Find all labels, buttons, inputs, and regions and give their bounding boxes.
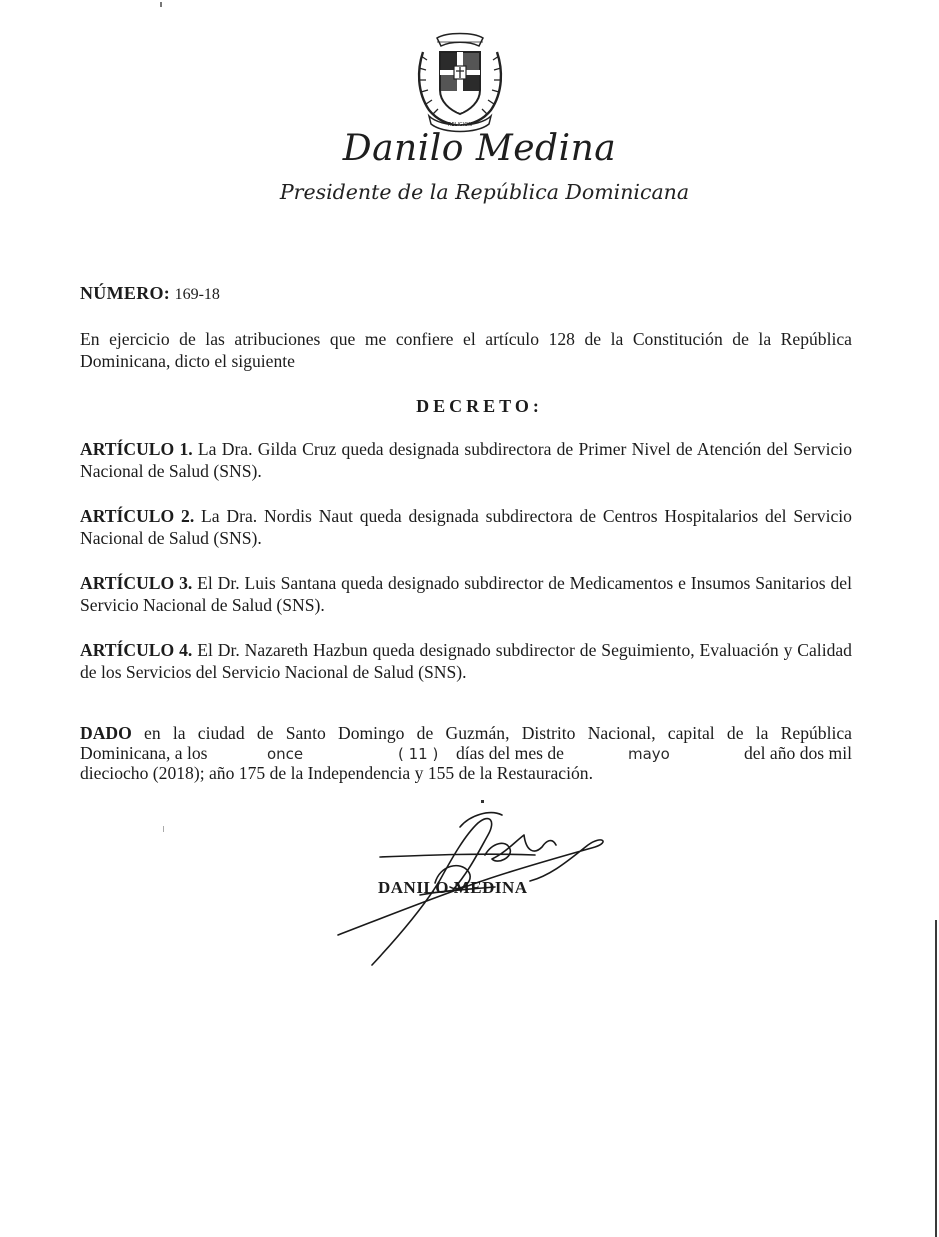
dado-line-2 <box>80 743 852 763</box>
scan-speck <box>160 2 162 7</box>
dado-line-2-start: Dominicana, a los <box>80 743 208 763</box>
decree-intro: En ejercicio de las atribuciones que me confiere el artículo 128 de la Constitución de la República Dominicana, dicto el siguiente <box>80 329 852 371</box>
article-text: El Dr. Luis Santana queda designado subdirector de Medicamentos e Insumos Sanitarios del Servicio Nacional de Salud (SNS). <box>80 573 852 615</box>
day-word-fill: once <box>267 745 304 763</box>
article-1 <box>80 438 852 482</box>
dado-label: DADO <box>80 723 132 743</box>
signatory-name: DANILO MEDINA <box>378 878 528 897</box>
scan-edge-line <box>935 920 937 1237</box>
article-2 <box>80 505 852 549</box>
decree-number <box>80 283 220 304</box>
month-fill: mayo <box>628 745 670 763</box>
decree-heading: DECRETO: <box>416 396 543 416</box>
decree-number-value: 169-18 <box>174 286 220 303</box>
article-label: ARTÍCULO 3. <box>80 573 193 593</box>
article-label: ARTÍCULO 2. <box>80 506 195 526</box>
day-number-fill: ( 11 ) <box>398 745 439 763</box>
scan-speck <box>163 826 164 832</box>
dado-line-1 <box>80 723 852 743</box>
article-text: La Dra. Nordis Naut queda designada subdirectora de Centros Hospitalarios del Servicio Nacional de Salud (SNS). <box>80 506 852 548</box>
article-label: ARTÍCULO 1. <box>80 439 193 459</box>
dado-line-3-text: dieciocho (2018); año 175 de la Independencia y 155 de la Restauración. <box>80 763 593 783</box>
article-text: El Dr. Nazareth Hazbun queda designado subdirector de Seguimiento, Evaluación y Calidad de los Servicios del Servicio Nacional de Salud (SNS). <box>80 640 852 682</box>
article-3 <box>80 572 852 616</box>
article-label: ARTÍCULO 4. <box>80 640 193 660</box>
dado-line-1-text: en la ciudad de Santo Domingo de Guzmán, Distrito Nacional, capital de la República <box>144 723 852 743</box>
letterhead-name: Danilo Medina <box>342 128 617 169</box>
coat-of-arms-seal <box>407 30 513 134</box>
decree-number-label: NÚMERO: <box>80 283 171 303</box>
dado-line-2-middle: días del mes de <box>456 743 564 763</box>
letterhead-title: Presidente de la República Dominicana <box>279 180 690 204</box>
dado-line-3 <box>80 763 852 783</box>
seal-ribbon-text: RELIGION <box>448 122 472 128</box>
handwritten-signature <box>320 795 620 975</box>
dado-line-2-end: del año dos mil <box>744 743 852 763</box>
dado-clause <box>80 723 852 783</box>
article-text: La Dra. Gilda Cruz queda designada subdirectora de Primer Nivel de Atención del Servicio Nacional de Salud (SNS). <box>80 439 852 481</box>
article-4 <box>80 639 852 683</box>
